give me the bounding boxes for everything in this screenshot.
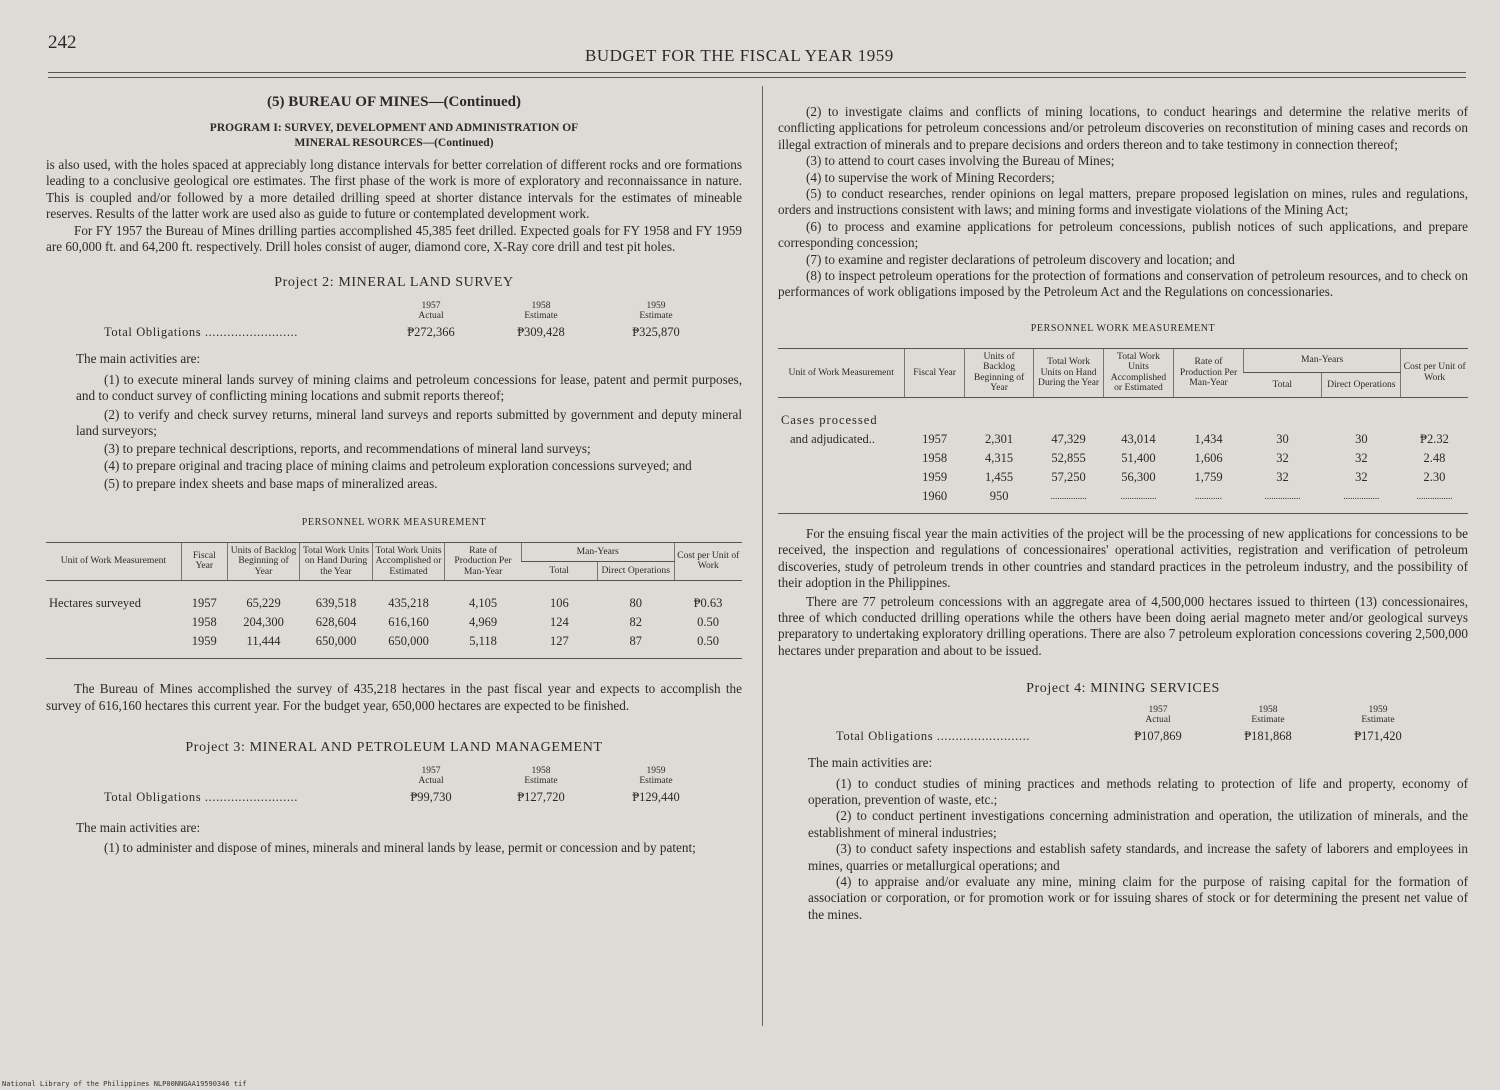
year-col-1959: 1959 Estimate	[1361, 705, 1395, 726]
col-unit: Unit of Work Measurement	[46, 542, 181, 581]
table-row: Hectares surveyed 1957 65,229 639,518 435,218 4,105 106 80 ₱0.63	[49, 596, 723, 611]
activities-intro: The main activities are:	[76, 820, 201, 835]
activity-item: (4) to supervise the work of Mining Recorders;	[806, 169, 1055, 185]
pwm-table-land-management	[778, 348, 1468, 514]
paragraph-drilling-goals: For FY 1957 the Bureau of Mines drilling parties accomplished 45,385 feet drilled. Expected goals for FY 1958 and FY 1959 are 60,000 ft. and 64,200 ft. respectively. Drill holes consist of auger, diamond core, X-Ray core drill and test pit holes.	[46, 222, 742, 255]
right-column	[778, 104, 1468, 923]
pwm-heading: PERSONNEL WORK MEASUREMENT	[1030, 322, 1216, 334]
activity-item: (1) to administer and dispose of mines, minerals and mineral lands by lease, permit or concession and by patent;	[104, 840, 696, 856]
year-col-1958: 1958 Estimate	[524, 301, 558, 322]
col-unit: Unit of Work Measurement	[778, 348, 905, 397]
col-on-hand: Total Work Units on Hand During the Year	[1034, 348, 1103, 397]
activity-item: (2) to investigate claims and conflicts of mining locations, to conduct hearings and determine the relative merits of conflicting applications for petroleum concessions and/or petroleum discoveries on reconstitution of mining cases and records on illegal extraction of minerals and to prepare decisions and orders thereon and to take testimony in connection thereof;	[778, 104, 1468, 152]
activity-item: (4) to prepare original and tracing place of mining claims and petroleum exploration concessions surveyed; and	[104, 457, 692, 473]
total-obligations-label: Total Obligations .........................	[836, 729, 1031, 744]
obligation-1957: ₱272,366	[407, 325, 455, 340]
col-total: Total	[521, 561, 597, 580]
year-col-1958: 1958 Estimate	[1251, 705, 1285, 726]
col-fiscal-year: Fiscal Year	[181, 542, 227, 581]
col-man-years: Man-Years	[521, 542, 674, 561]
col-man-years: Man-Years	[1243, 348, 1401, 373]
pwm-table-land-survey	[46, 542, 742, 660]
year-col-1957: 1957 Actual	[418, 766, 444, 786]
project4-activity-list	[778, 776, 1468, 924]
year-col-1959: 1959 Estimate	[639, 766, 673, 786]
table-row: 1959 11,444 650,000 650,000 5,118 127 87 0.50	[191, 634, 719, 649]
total-obligations-label: Total Obligations .........................	[104, 790, 299, 804]
project3-obligations	[46, 766, 742, 812]
col-on-hand: Total Work Units on Hand During the Year	[300, 542, 373, 581]
activity-item: (2) to conduct pertinent investigations concerning administration and operation, the utilization of minerals, and the establishment of mineral industries;	[808, 808, 1468, 840]
column-divider	[762, 86, 763, 1026]
activity-item: (1) to conduct studies of mining practices and methods relating to protection of life and property, economy of operation, prevention of waste, etc.;	[808, 775, 1468, 807]
obligation-1959: ₱129,440	[632, 790, 680, 804]
col-backlog: Units of Backlog Beginning of Year	[227, 542, 300, 581]
page-number: 242	[48, 32, 77, 53]
left-column	[46, 88, 742, 857]
activity-item: (8) to inspect petroleum operations for the protection of formations and conservation of petroleum resources, and to check on performances of work obligations imposed by the Petroleum Act and the Regulations on concessionaries.	[778, 268, 1468, 300]
paragraph-survey-accomplishment: The Bureau of Mines accomplished the survey of 435,218 hectares in the past fiscal year and expects to accomplish the survey of 616,160 hectares this current year. For the budget year, 650,000 hectares are expected to be finished.	[46, 681, 742, 713]
project4-obligations	[778, 705, 1468, 751]
project4-heading: Project 4: MINING SERVICES	[1026, 681, 1220, 697]
paragraph-drilling-methods: is also used, with the holes spaced at appreciably long distance intervals for better correlation of different rocks and ore formations leading to a conclusive geological ore estimates. The first phase of the work is more of exploratory and reconnaissance in nature. This is coupled and/or followed by a more detailed drilling speed at shorter distance intervals for the estimates of mineable reserves. Results of the latter work are used also as guide to future or contemplated development work.	[46, 157, 742, 222]
obligation-1959: ₱325,870	[632, 325, 680, 340]
program-heading-line1: PROGRAM I: SURVEY, DEVELOPMENT AND ADMINISTRATION OF	[209, 122, 579, 134]
activity-item: (3) to attend to court cases involving the Bureau of Mines;	[806, 153, 1115, 169]
top-rule	[48, 72, 1466, 78]
pwm-heading: PERSONNEL WORK MEASUREMENT	[301, 516, 487, 528]
obligation-1958: ₱127,720	[517, 790, 565, 804]
col-total: Total	[1243, 373, 1321, 398]
paragraph-ensuing-year: For the ensuing fiscal year the main activities of the project will be the processing of new applications for concessions to be received, the inspection and regulations of concessionaires' operational activities, registration and verification of petroleum discoveries, study of petroleum trends in other countries and standard practices in the petroleum industry, and the possibility of their adoption in the Philippines.	[778, 525, 1468, 591]
col-fiscal-year: Fiscal Year	[905, 348, 964, 397]
bureau-heading: (5) BUREAU OF MINES—(Continued)	[266, 94, 522, 110]
activity-item: (6) to process and examine applications for petroleum concessions, publish notices of such applications, and prepare corresponding concession;	[778, 218, 1468, 251]
project2-activity-list	[46, 372, 742, 493]
activity-item: (4) to appraise and/or evaluate any mine, mining claim for the purpose of raising capital for the formation of association or corporation, or for promotion work or for issuing shares of stock or for determining the present net value of the mines.	[808, 873, 1468, 922]
col-direct: Direct Operations	[1322, 373, 1401, 398]
obligation-1958: ₱181,868	[1244, 729, 1292, 744]
activity-item: (3) to prepare technical descriptions, reports, and recommendations of mineral land surveys;	[104, 441, 591, 457]
activity-item: (7) to examine and register declarations of petroleum discovery and location; and	[806, 251, 1235, 267]
activity-item: (2) to verify and check survey returns, mineral land surveys and reports submitted by government and deputy mineral land surveyors;	[76, 406, 742, 439]
activities-intro: The main activities are:	[808, 755, 933, 771]
table-row: and adjudicated.. 1957 2,301 47,329 43,014 1,434 30 30 ₱2.32	[790, 431, 1449, 446]
col-rate: Rate of Production Per Man-Year	[445, 542, 522, 581]
activities-intro: The main activities are:	[76, 351, 201, 367]
table-row: 1960 950 ................ ................ ............ ................ ................ ................	[922, 488, 1453, 503]
unit-label-line1: Cases processed	[781, 412, 878, 427]
obligation-1959: ₱171,420	[1354, 729, 1402, 744]
col-accomplished: Total Work Units Accomplished or Estimated	[372, 542, 445, 581]
year-col-1957: 1957 Actual	[1145, 705, 1171, 726]
running-head: BUDGET FOR THE FISCAL YEAR 1959	[585, 46, 894, 65]
scan-footer: National Library of the Philippines NLP00NNGAA19590346 tif	[2, 1080, 247, 1088]
project2-heading: Project 2: MINERAL LAND SURVEY	[274, 275, 514, 291]
obligation-1958: ₱309,428	[517, 325, 565, 340]
obligation-1957: ₱107,869	[1134, 729, 1182, 744]
col-backlog: Units of Backlog Beginning of Year	[964, 348, 1034, 397]
col-direct: Direct Operations	[597, 561, 674, 580]
program-heading-line2: MINERAL RESOURCES—(Continued)	[294, 137, 494, 149]
col-accomplished: Total Work Units Accomplished or Estimated	[1103, 348, 1173, 397]
col-cost: Cost per Unit of Work	[674, 542, 742, 581]
project2-obligations	[46, 301, 742, 347]
activity-item: (3) to conduct safety inspections and establish safety standards, and increase the safety of laborers and employees in mines, quarries or metallurgical operations; and	[808, 841, 1468, 873]
obligation-1957: ₱99,730	[410, 790, 452, 804]
activity-item: (1) to execute mineral lands survey of mining claims and petroleum concessions for lease, patent and permit purposes, and to conduct survey of conflicting mining locations and submit reports thereof;	[76, 371, 742, 404]
table-row: 1958 204,300 628,604 616,160 4,969 124 82 0.50	[191, 615, 719, 630]
col-rate: Rate of Production Per Man-Year	[1174, 348, 1244, 397]
col-cost: Cost per Unit of Work	[1401, 348, 1468, 397]
table-row: 1958 4,315 52,855 51,400 1,606 32 32 2.48	[922, 450, 1446, 465]
activity-item: (5) to conduct researches, render opinions on legal matters, prepare proposed legislation on mines, rules and regulations, orders and instructions consistent with laws; and mining forms and investigate violations of the Mining Act;	[778, 186, 1468, 218]
paragraph-petroleum-concessions: There are 77 petroleum concessions with an aggregate area of 4,500,000 hectares issued to thirteen (13) concessionaires, three of which conducted drilling operations while the others have been doing aerial magneto meter and/or geological surveys preparatory to undertaking exploratory drilling operations. There are also 7 petroleum exploration concessions covering 2,500,000 hectares under preparation and about to be issued.	[778, 593, 1468, 658]
activity-item: (5) to prepare index sheets and base maps of mineralized areas.	[104, 476, 438, 492]
year-col-1957: 1957 Actual	[418, 301, 444, 322]
program-heading	[46, 121, 742, 151]
total-obligations-label: Total Obligations .........................	[104, 325, 299, 340]
year-col-1958: 1958 Estimate	[524, 766, 558, 786]
table-row	[778, 397, 1468, 430]
project3-heading: Project 3: MINERAL AND PETROLEUM LAND MANAGEMENT	[185, 740, 603, 755]
table-row: 1959 1,455 57,250 56,300 1,759 32 32 2.30	[922, 469, 1446, 484]
year-col-1959: 1959 Estimate	[639, 301, 673, 322]
